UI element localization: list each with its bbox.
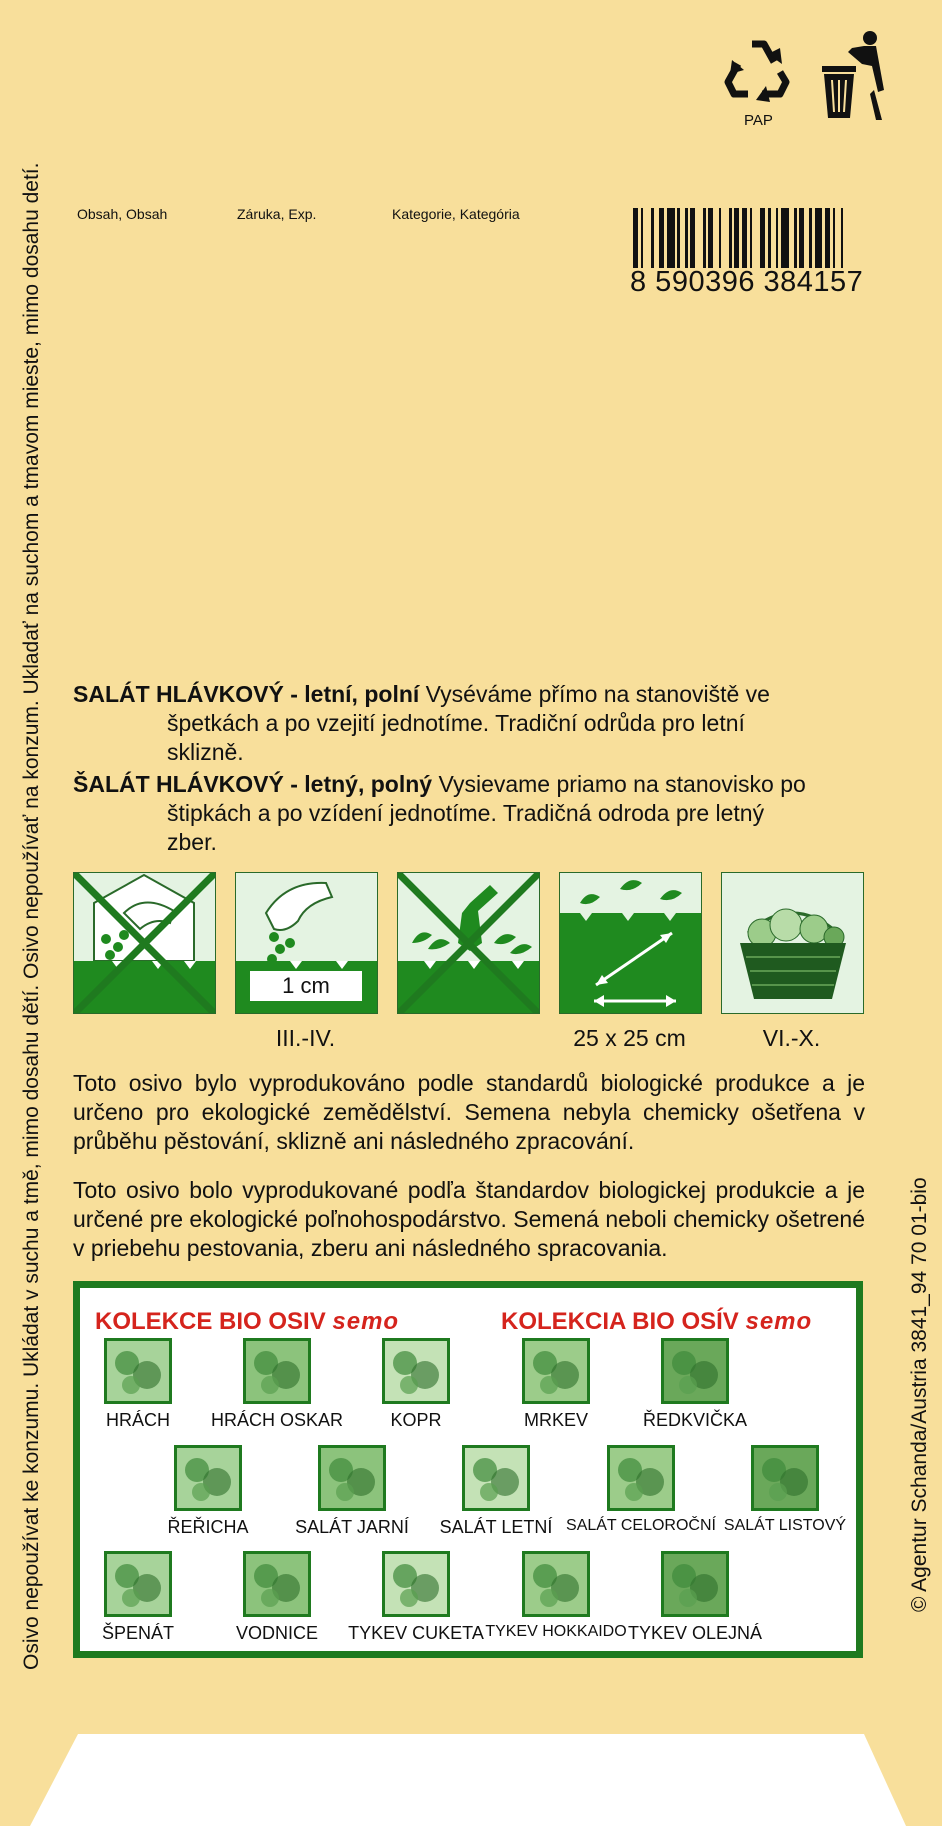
recycle-icon: [722, 34, 794, 106]
barcode-space: [643, 208, 651, 268]
step-no-greenhouse: [73, 872, 216, 1014]
vegetable-image: [462, 1445, 530, 1511]
vegetable-label: SALÁT CELOROČNÍ: [566, 1517, 716, 1534]
harvest-period-label: VI.-X.: [762, 1025, 821, 1051]
description-sk-line1: Vysievame priamo na stanovisko po: [438, 771, 806, 797]
vegetable-image: [243, 1338, 311, 1404]
vegetable-label: SALÁT JARNÍ: [295, 1517, 409, 1537]
collection-title-sk: [501, 1308, 812, 1336]
sowing-period-label: III.-IV.: [275, 1025, 336, 1051]
barcode-space: [721, 208, 729, 268]
vegetable-label: SALÁT LISTOVÝ: [723, 1517, 847, 1534]
spacing-label: 25 x 25 cm: [573, 1025, 686, 1051]
trash-bin-icon: [818, 30, 890, 122]
description-sk-line2: štipkách a po vzídení jednotíme. Tradičná odroda pre letný: [167, 800, 765, 826]
description-cz-line3: sklizně.: [167, 739, 244, 765]
semo-logo: semo: [332, 1308, 400, 1335]
collection-title-sk-text: KOLEKCIA BIO OSÍV: [501, 1308, 739, 1335]
product-title-cz: SALÁT HLÁVKOVÝ - letní, polní: [73, 681, 420, 707]
vegetable-label: HRÁCH: [105, 1410, 171, 1430]
vegetable-image: [382, 1551, 450, 1617]
step-sow-seeds: [235, 872, 378, 1014]
step-spacing: [559, 872, 702, 1014]
description-sk-line3: zber.: [167, 829, 217, 855]
vegetable-label: TYKEV OLEJNÁ: [627, 1623, 763, 1643]
step-harvest-basket: [721, 872, 864, 1014]
vegetable-image: [104, 1551, 172, 1617]
vegetable-image: [382, 1338, 450, 1404]
vegetable-image: [104, 1338, 172, 1404]
barcode-bars: [633, 208, 907, 268]
vegetable-image: [751, 1445, 819, 1511]
barcode-bar: [781, 208, 789, 268]
vegetable-image: [318, 1445, 386, 1511]
product-title-sk: ŠALÁT HLÁVKOVÝ - letný, polný: [73, 771, 433, 797]
barcode-number: 8 590396 384157: [630, 266, 864, 298]
description-cz-line1: Vyséváme přímo na stanoviště ve: [425, 681, 770, 707]
vegetable-label: TYKEV CUKETA: [348, 1623, 484, 1643]
description-cz-line2: špetkách a po vzejití jednotíme. Tradiční odrůda pro letní: [167, 710, 745, 736]
step-no-transplant: [397, 872, 540, 1014]
vegetable-image: [661, 1338, 729, 1404]
vegetable-label: ŠPENÁT: [101, 1623, 175, 1643]
vegetable-image: [243, 1551, 311, 1617]
vegetable-label: MRKEV: [523, 1410, 589, 1430]
copyright-note-vertical: © Agentur Schanda/Austria 3841_94 70 01-bio: [908, 1177, 931, 1612]
vegetable-label: ŘEDKVIČKA: [642, 1410, 748, 1430]
bottom-window-shape: [0, 1734, 942, 1826]
sowing-depth-label: 1 cm: [282, 973, 330, 998]
collection-title-cz: [95, 1308, 399, 1336]
vegetable-label: TYKEV HOKKAIDO: [485, 1623, 627, 1640]
vegetable-label: KOPR: [390, 1410, 442, 1430]
barcode-space: [843, 208, 851, 268]
bio-collection-box: [73, 1281, 863, 1658]
description-sk: [73, 770, 865, 857]
bio-text-sk: Toto osivo bolo vyprodukované podľa štandardov biologickej produkcie a je určené pre ekologické poľnohospodárstvo. Semená neboli chemicky ošetrené v priebehu pestovania, zberu ani následného spracovania.: [73, 1177, 865, 1261]
cross-mark-icon: [73, 872, 216, 1014]
barcode-space: [695, 208, 703, 268]
recycle-label: PAP: [744, 112, 773, 129]
description-cz: [73, 680, 865, 767]
category-label: Kategorie, Kategória: [392, 206, 520, 222]
collection-title-cz-text: KOLEKCE BIO OSIV: [95, 1308, 326, 1335]
barcode-space: [752, 208, 760, 268]
vegetable-image: [661, 1551, 729, 1617]
vegetable-label: ŘEŘICHA: [167, 1517, 249, 1537]
contents-label: Obsah, Obsah: [77, 206, 168, 222]
bio-text-cz: Toto osivo bylo vyprodukováno podle standardů biologické produkce a je určeno pro ekologické zemědělství. Semena nebyla chemicky ošetřena v průběhu pěstování, sklizně ani následného zpracování.: [73, 1070, 865, 1154]
warranty-label: Záruka, Exp.: [237, 206, 317, 222]
storage-note-vertical: Osivo nepoužívat ke konzumu. Ukládat v suchu a tmě, mimo dosahu dětí. Osivo nepoužívať na konzum. Ukladať na suchom a tmavom mieste, mimo dosahu detí.: [20, 162, 43, 1670]
vegetable-image: [174, 1445, 242, 1511]
barcode: [630, 208, 910, 298]
vegetable-image: [522, 1551, 590, 1617]
vegetable-label: HRÁCH OSKAR: [210, 1410, 344, 1430]
vegetable-image: [607, 1445, 675, 1511]
barcode-bar: [815, 208, 823, 268]
barcode-bar: [667, 208, 675, 268]
semo-logo: semo: [745, 1308, 813, 1335]
cross-mark-icon: [397, 872, 540, 1014]
vegetable-image: [522, 1338, 590, 1404]
vegetable-label: VODNICE: [235, 1623, 319, 1643]
vegetable-label: SALÁT LETNÍ: [439, 1517, 553, 1537]
